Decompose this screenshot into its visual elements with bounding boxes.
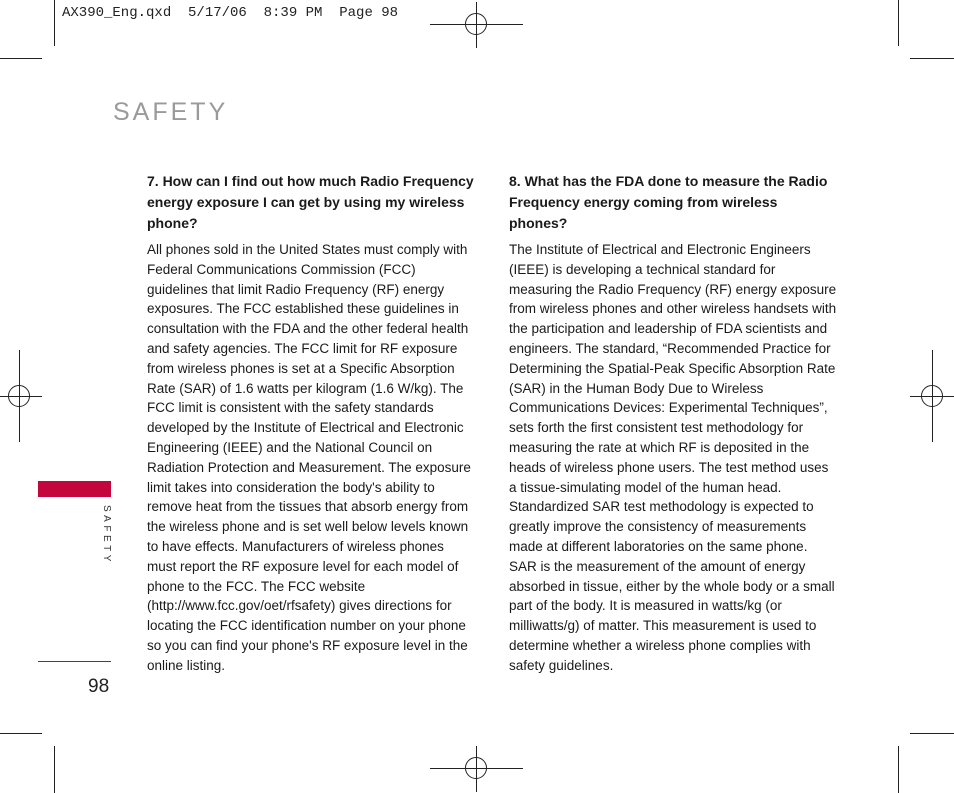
crop-mark	[54, 746, 55, 793]
footer-rule	[38, 661, 111, 662]
registration-circle	[8, 385, 30, 407]
crop-mark	[910, 733, 954, 734]
section-color-bar	[38, 481, 111, 497]
right-column	[509, 171, 837, 676]
crop-mark	[898, 0, 899, 46]
crop-mark	[898, 746, 899, 793]
registration-circle	[465, 757, 487, 779]
page-number: 98	[88, 676, 110, 697]
section-side-label: SAFETY	[101, 505, 112, 565]
registration-circle	[921, 385, 943, 407]
crop-mark	[0, 733, 42, 734]
question-8-heading: 8. What has the FDA done to measure the Radio Frequency energy coming from wireless phones?	[509, 173, 828, 231]
question-8-answer: The Institute of Electrical and Electronic Engineers (IEEE) is developing a technical standard for measuring the Radio Frequency (RF) energy exposure from wireless phones and other wireless handsets with the participation and leadership of FDA scientists and engineers. The standard, “Recommended Practice for Determining the Spatial-Peak Specific Absorption Rate (SAR) in the Human Body Due to Wireless Communications Devices: Experimental Techniques”, sets forth the first consistent test methodology for measuring the rate at which RF is deposited in the heads of wireless phone users. The test method uses a tissue-simulating model of the human head. Standardized SAR test methodology is expected to greatly improve the consistency of measurements made at different laboratories on the same phone. SAR is the measurement of the amount of energy absorbed in tissue, either by the whole body or a small part of the body. It is measured in watts/kg (or milliwatts/g) of matter. This measurement is used to determine whether a wireless phone complies with safety guidelines.	[509, 242, 837, 673]
left-column	[147, 171, 475, 676]
crop-mark	[0, 58, 42, 59]
page-title: SAFETY	[113, 98, 229, 126]
question-7-answer: All phones sold in the United States must comply with Federal Communications Commission (FCC) guidelines that limit Radio Frequency (RF) energy exposures. The FCC established these guidelines in consultation with the FDA and the other federal health and safety agencies. The FCC limit for RF exposure from wireless phones is set at a Specific Absorption Rate (SAR) of 1.6 watts per kilogram (1.6 W/kg). The FCC limit is consistent with the safety standards developed by the Institute of Electrical and Electronic Engineering (IEEE) and the National Council on Radiation Protection and Measurement. The exposure limit takes into consideration the body's ability to remove heat from the tissues that absorb energy from the wireless phone and is set well below levels known to have effects. Manufacturers of wireless phones must report the RF exposure level for each model of phone to the FCC. The FCC website (http://www.fcc.gov/oet/rfsafety) gives directions for locating the FCC identification number on your phone so you can find your phone's RF exposure level in the online listing.	[147, 242, 471, 673]
crop-mark	[54, 0, 55, 46]
registration-circle	[465, 13, 487, 35]
question-7-heading: 7. How can I find out how much Radio Frequency energy exposure I can get by using my wireless phone?	[147, 173, 474, 231]
crop-mark	[910, 58, 954, 59]
print-slug: AX390_Eng.qxd 5/17/06 8:39 PM Page 98	[62, 5, 399, 21]
